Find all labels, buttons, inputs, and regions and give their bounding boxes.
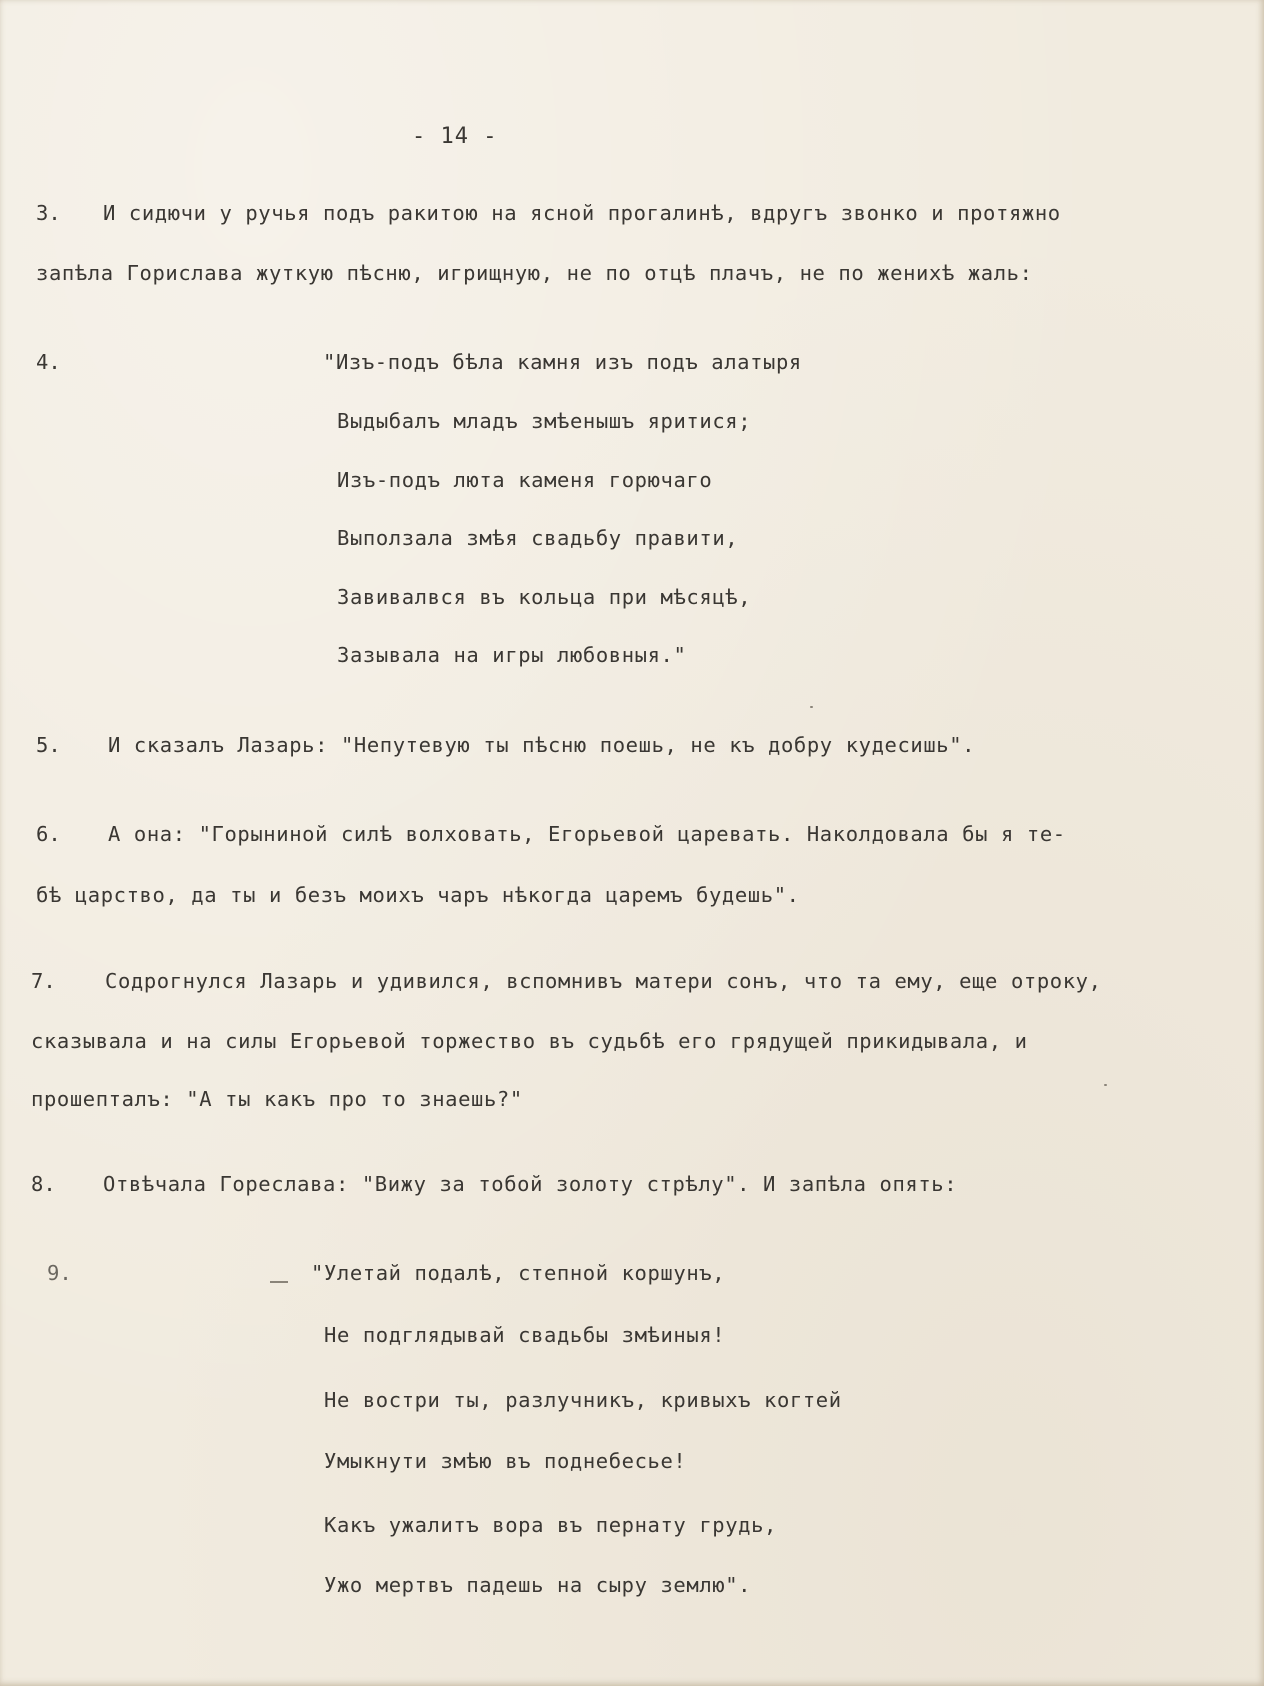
paragraph-number-6: 6. [36, 822, 61, 846]
verse-2-line-4: Умыкнути змѣю въ поднебесье! [324, 1449, 687, 1473]
paragraph-3-line-2: запѣла Горислава жуткую пѣсню, игрищную, не по отцѣ плачъ, не по женихѣ жаль: [36, 261, 1033, 285]
paper-speck [1104, 1084, 1107, 1086]
verse-1-line-2: Выдыбалъ младъ змѣенышъ яритися; [337, 409, 752, 433]
paragraph-5-line-1: И сказалъ Лазарь: "Непутевую ты пѣсню поешь, не къ добру кудесишь". [108, 733, 976, 757]
paragraph-number-3: 3. [36, 201, 61, 225]
verse-1-line-5: Завивалвся въ кольца при мѣсяцѣ, [337, 585, 752, 609]
paragraph-8-line-1: Отвѣчала Горeслава: "Вижу за тобой золоту стрѣлу". И запѣла опять: [103, 1172, 958, 1196]
paragraph-7-line-3: прошепталъ: "А ты какъ про то знаешь?" [31, 1087, 523, 1111]
verse-1-line-1: "Изъ-подъ бѣла камня изъ подъ алатыря [323, 350, 802, 374]
verse-2-line-3: Не востри ты, разлучникъ, кривыхъ когтей [324, 1388, 842, 1412]
verse-2-line-1: "Улетай подалѣ, степной коршунъ, [311, 1261, 726, 1285]
verse-1-line-4: Выползала змѣя свадьбу правити, [337, 526, 739, 550]
verse-1-line-6: Зазывала на игры любовныя." [337, 643, 687, 667]
paragraph-7-line-1: Содрогнулся Лазарь и удивился, вспомнивъ матери сонъ, что та ему, еще отроку, [105, 969, 1102, 993]
verse-2-line-2: Не подглядывай свадьбы змѣиныя! [324, 1323, 726, 1347]
paragraph-7-line-2: сказывала и на силы Егорьевой торжество въ судьбѣ его грядущей прикидывала, и [31, 1029, 1028, 1053]
paragraph-6-line-2: бѣ царство, да ты и безъ моихъ чаръ нѣкогда царемъ будешь". [36, 883, 800, 907]
verse-1-line-3: Изъ-подъ люта каменя горючаго [337, 468, 713, 492]
stray-dash-mark [270, 1281, 288, 1283]
paragraph-6-line-1: А она: "Горыниной силѣ волховать, Егорьевой царевать. Наколдовала бы я те- [108, 822, 1066, 846]
paragraph-number-5: 5. [36, 733, 61, 757]
paper-speck [810, 706, 813, 708]
page-number: - 14 - [412, 124, 498, 149]
paragraph-number-4: 4. [36, 350, 61, 374]
verse-2-line-6: Ужо мертвъ падешь на сыру землю". [324, 1573, 752, 1597]
paragraph-number-7: 7. [31, 969, 56, 993]
paragraph-number-9: 9. [47, 1261, 72, 1285]
paragraph-3-line-1: И сидючи у ручья подъ ракитою на ясной прогалинѣ, вдругъ звонко и протяжно [103, 201, 1061, 225]
paragraph-number-8: 8. [31, 1172, 56, 1196]
verse-2-line-5: Какъ ужалитъ вора въ пернату грудь, [324, 1513, 777, 1537]
